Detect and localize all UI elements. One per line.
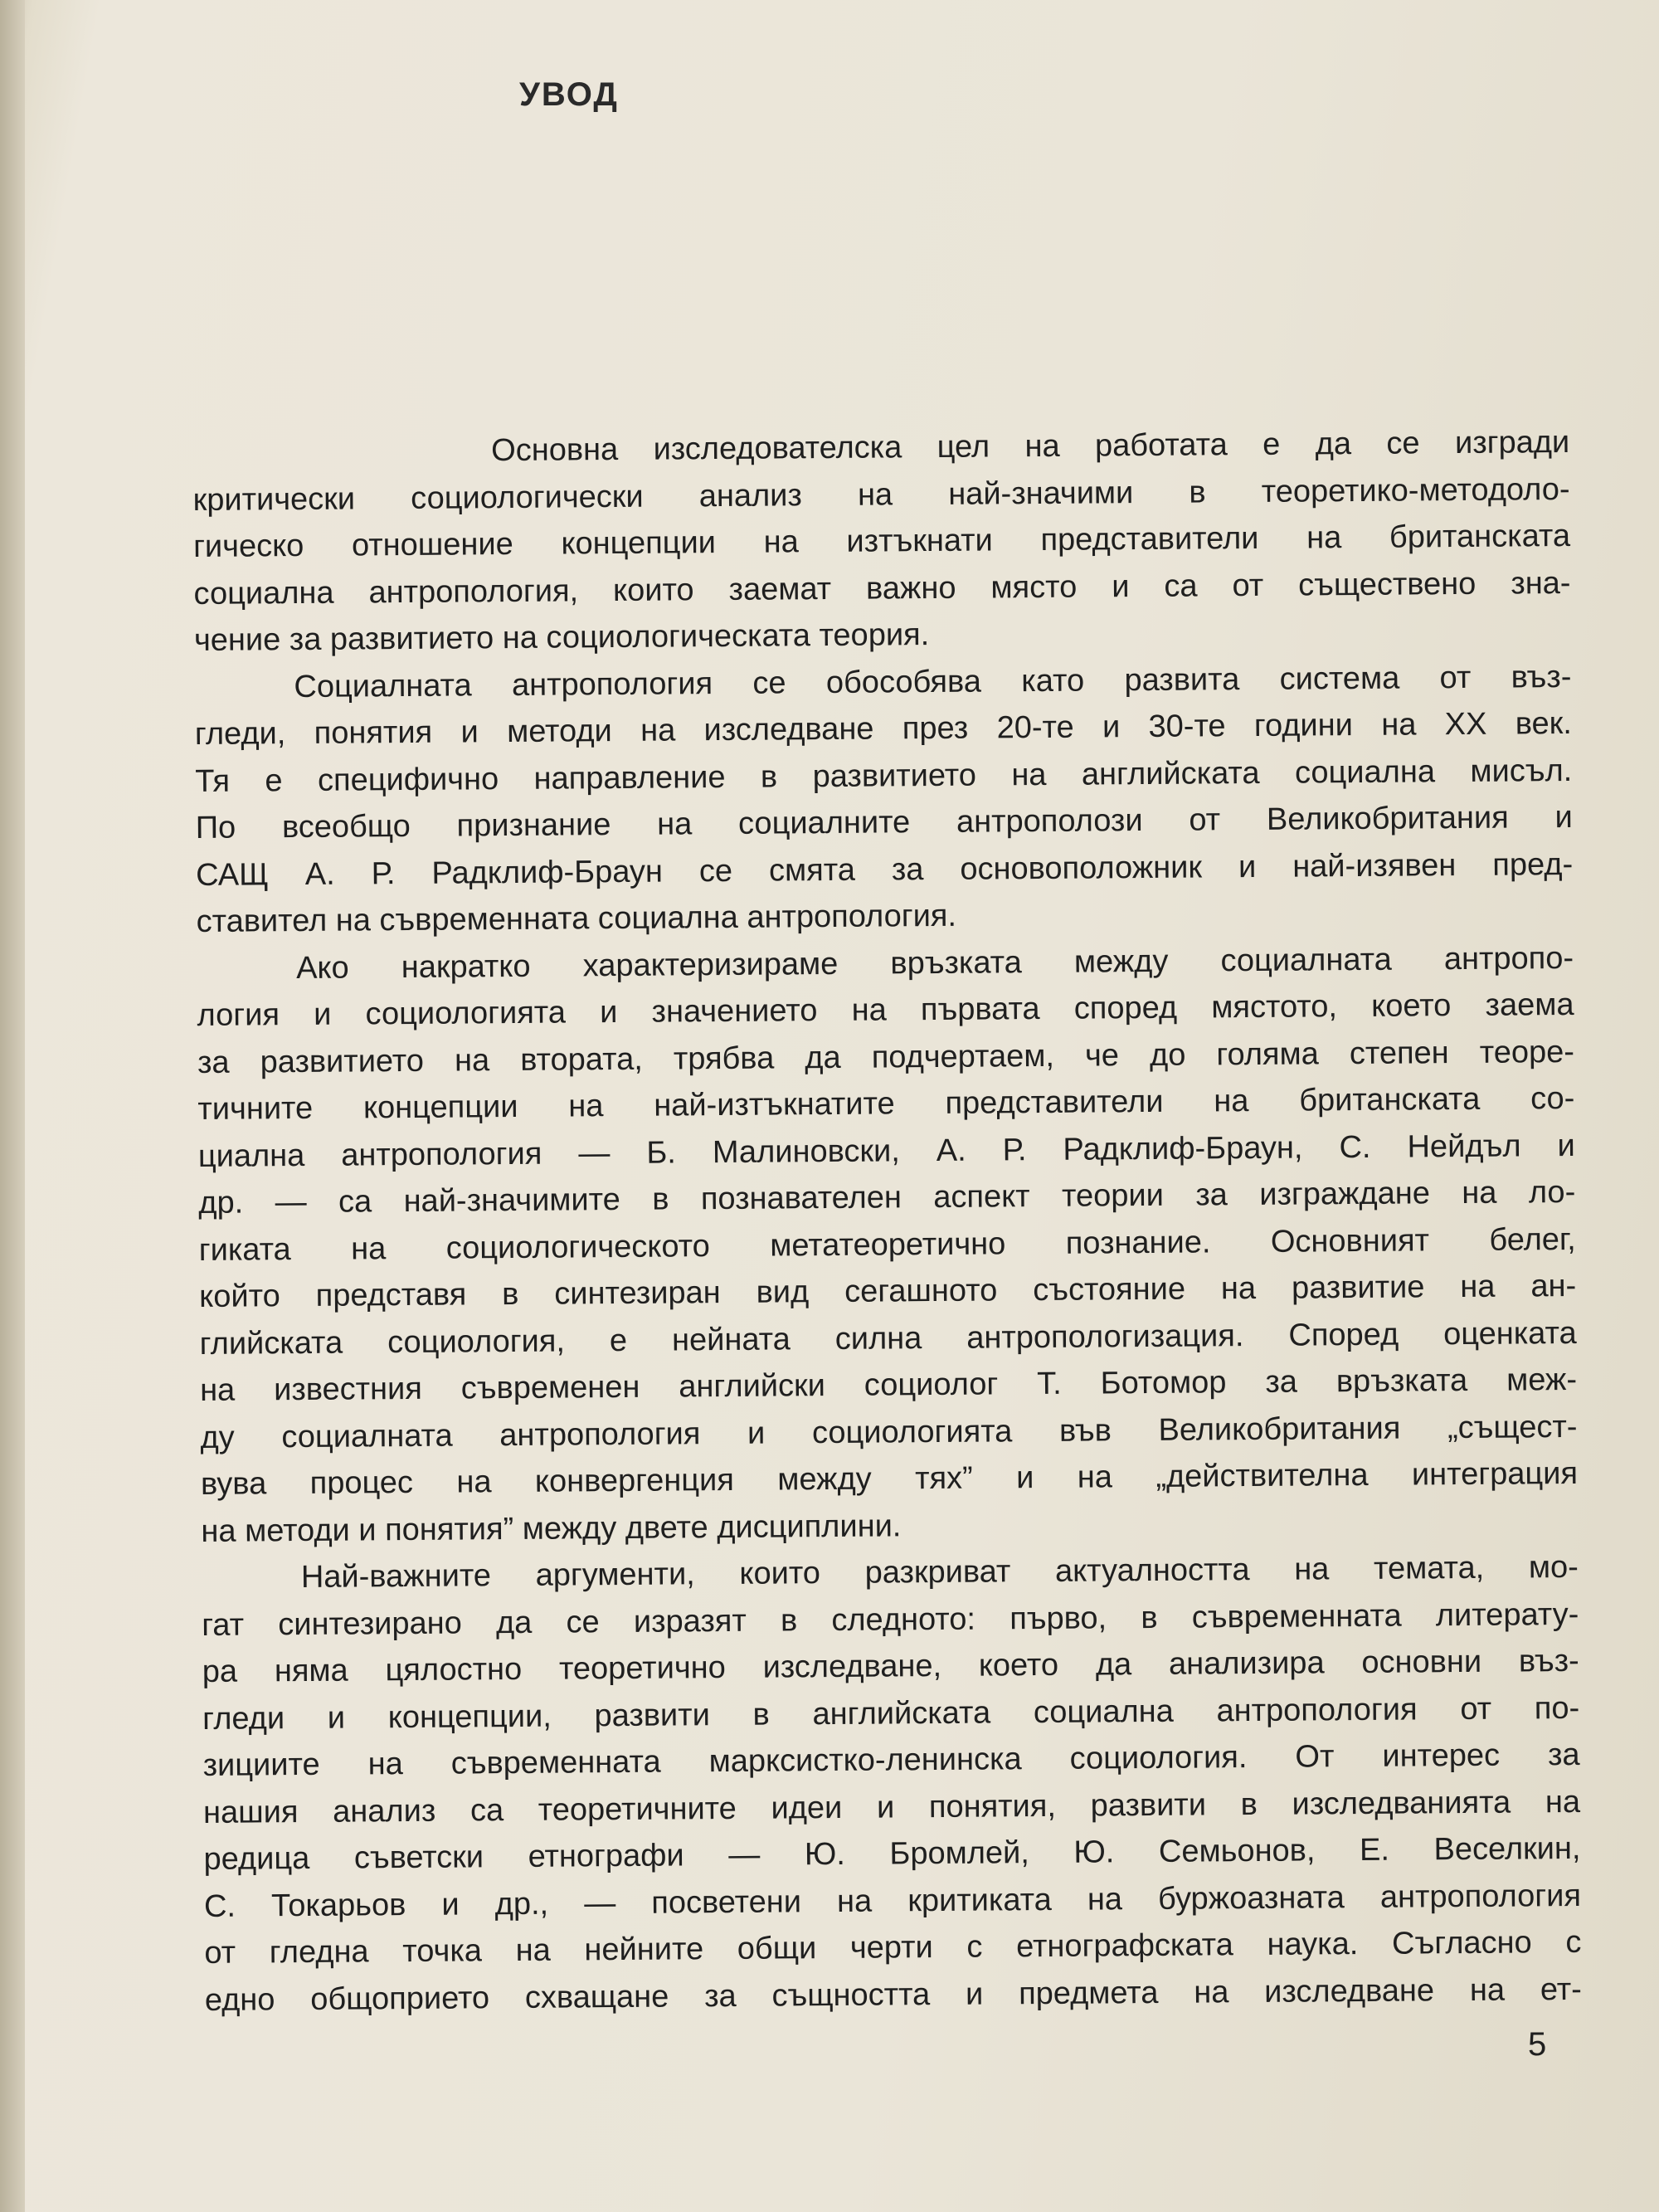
text-line: едно общоприето схващане за същността и предмета на изследване на ет- <box>204 1971 1582 2018</box>
text-line: По всеобщо признание на социалните антрополози от Великобритания и <box>195 799 1573 845</box>
text-line: нашия анализ са теоретичните идеи и понятия, развити в изследванията на <box>202 1784 1581 1830</box>
text-line: Тя е специфично направление в развитието на английската социална мисъл. <box>195 753 1573 799</box>
text-line: зициите на съвременната марксистко-ленинска социология. От интерес за <box>202 1737 1580 1783</box>
paragraph-2 <box>194 653 1574 945</box>
text-line: чение за развитието на социологическата теория. <box>193 617 930 658</box>
text-line: Ако накратко характеризираме връзката между социалната антропо- <box>295 940 1574 986</box>
paragraph-1 <box>192 419 1571 665</box>
text-line: редица съветски етнографи — Ю. Бромлей, Ю. Семьонов, Е. Веселкин, <box>203 1830 1581 1877</box>
text-line: социална антропология, които заемат важно място и са от съществено зна- <box>193 565 1571 611</box>
text-line: Социалната антропология се обособява като развита система от въз- <box>294 659 1572 704</box>
text-line: САЩ А. Р. Радклиф-Браун се смята за основоположник и най-изявен пред- <box>196 846 1574 893</box>
paragraph-4 <box>202 1544 1582 2024</box>
text-line: Основна изследователска цел на работата е да се изгради <box>491 424 1570 469</box>
text-line: вува процес на конвергенция между тях” и на „действителна интеграция <box>200 1455 1579 1502</box>
text-line: логия и социологията и значението на първата според мястото, което заема <box>197 987 1574 1033</box>
text-line: от гледна точка на нейните общи черти с етнографската наука. Съгласно с <box>204 1924 1582 1971</box>
text-line: С. Токарьов и др., — посветени на критиката на буржоазната антропология <box>203 1878 1582 1924</box>
paragraph-3 <box>197 934 1579 1555</box>
text-line: гиката на социологическото метатеоретично познание. Основният белег, <box>198 1221 1576 1268</box>
text-line: тичните концепции на най-изтъкнатите представители на британската со- <box>197 1080 1575 1127</box>
text-line: на известния съвременен английски социолог Т. Ботомор за връзката меж- <box>199 1362 1578 1408</box>
body-text <box>192 419 1582 2024</box>
text-line: гледи, понятия и методи на изследване през 20-те и 30-те години на XX век. <box>194 705 1572 752</box>
text-line: който представя в синтезиран вид сегашното състояние на развитие на ан- <box>199 1268 1577 1314</box>
page-number: 5 <box>1528 2026 1547 2063</box>
text-line: на методи и понятия” между двете дисциплини. <box>201 1508 902 1549</box>
text-line: циална антропология — Б. Малиновски, А. Р. Радклиф-Браун, С. Нейдъл и <box>197 1128 1575 1174</box>
text-line: гическо отношение концепции на изтъкнати представители на британската <box>192 518 1571 564</box>
text-line: глийската социология, е нейната силна антропологизация. Според оценката <box>199 1315 1577 1362</box>
text-line: ра няма цялостно теоретично изследване, което да анализира основни въз- <box>202 1643 1579 1689</box>
text-line: ставител на съвременната социална антропология. <box>196 898 957 939</box>
text-line: гледи и концепции, развити в английската социална антропология от по- <box>202 1690 1580 1737</box>
text-line: критически социологически анализ на най-значими в теоретико-методоло- <box>192 471 1570 518</box>
text-line: ду социалната антропология и социологията във Великобритания „същест- <box>200 1409 1578 1455</box>
chapter-heading: УВОД <box>519 76 619 113</box>
text-line: др. — са най-значимите в познавателен аспект теории за изграждане на ло- <box>198 1174 1576 1220</box>
text-line: за развитието на втората, трябва да подчертаем, че до голяма степен теоре- <box>197 1034 1575 1080</box>
text-line: гат синтезирано да се изразят в следното: първо, в съвременната литерату- <box>202 1596 1579 1643</box>
text-line: Най-важните аргументи, които разкриват актуалността на темата, мо- <box>300 1549 1579 1596</box>
page-gutter-shadow <box>0 0 25 2212</box>
